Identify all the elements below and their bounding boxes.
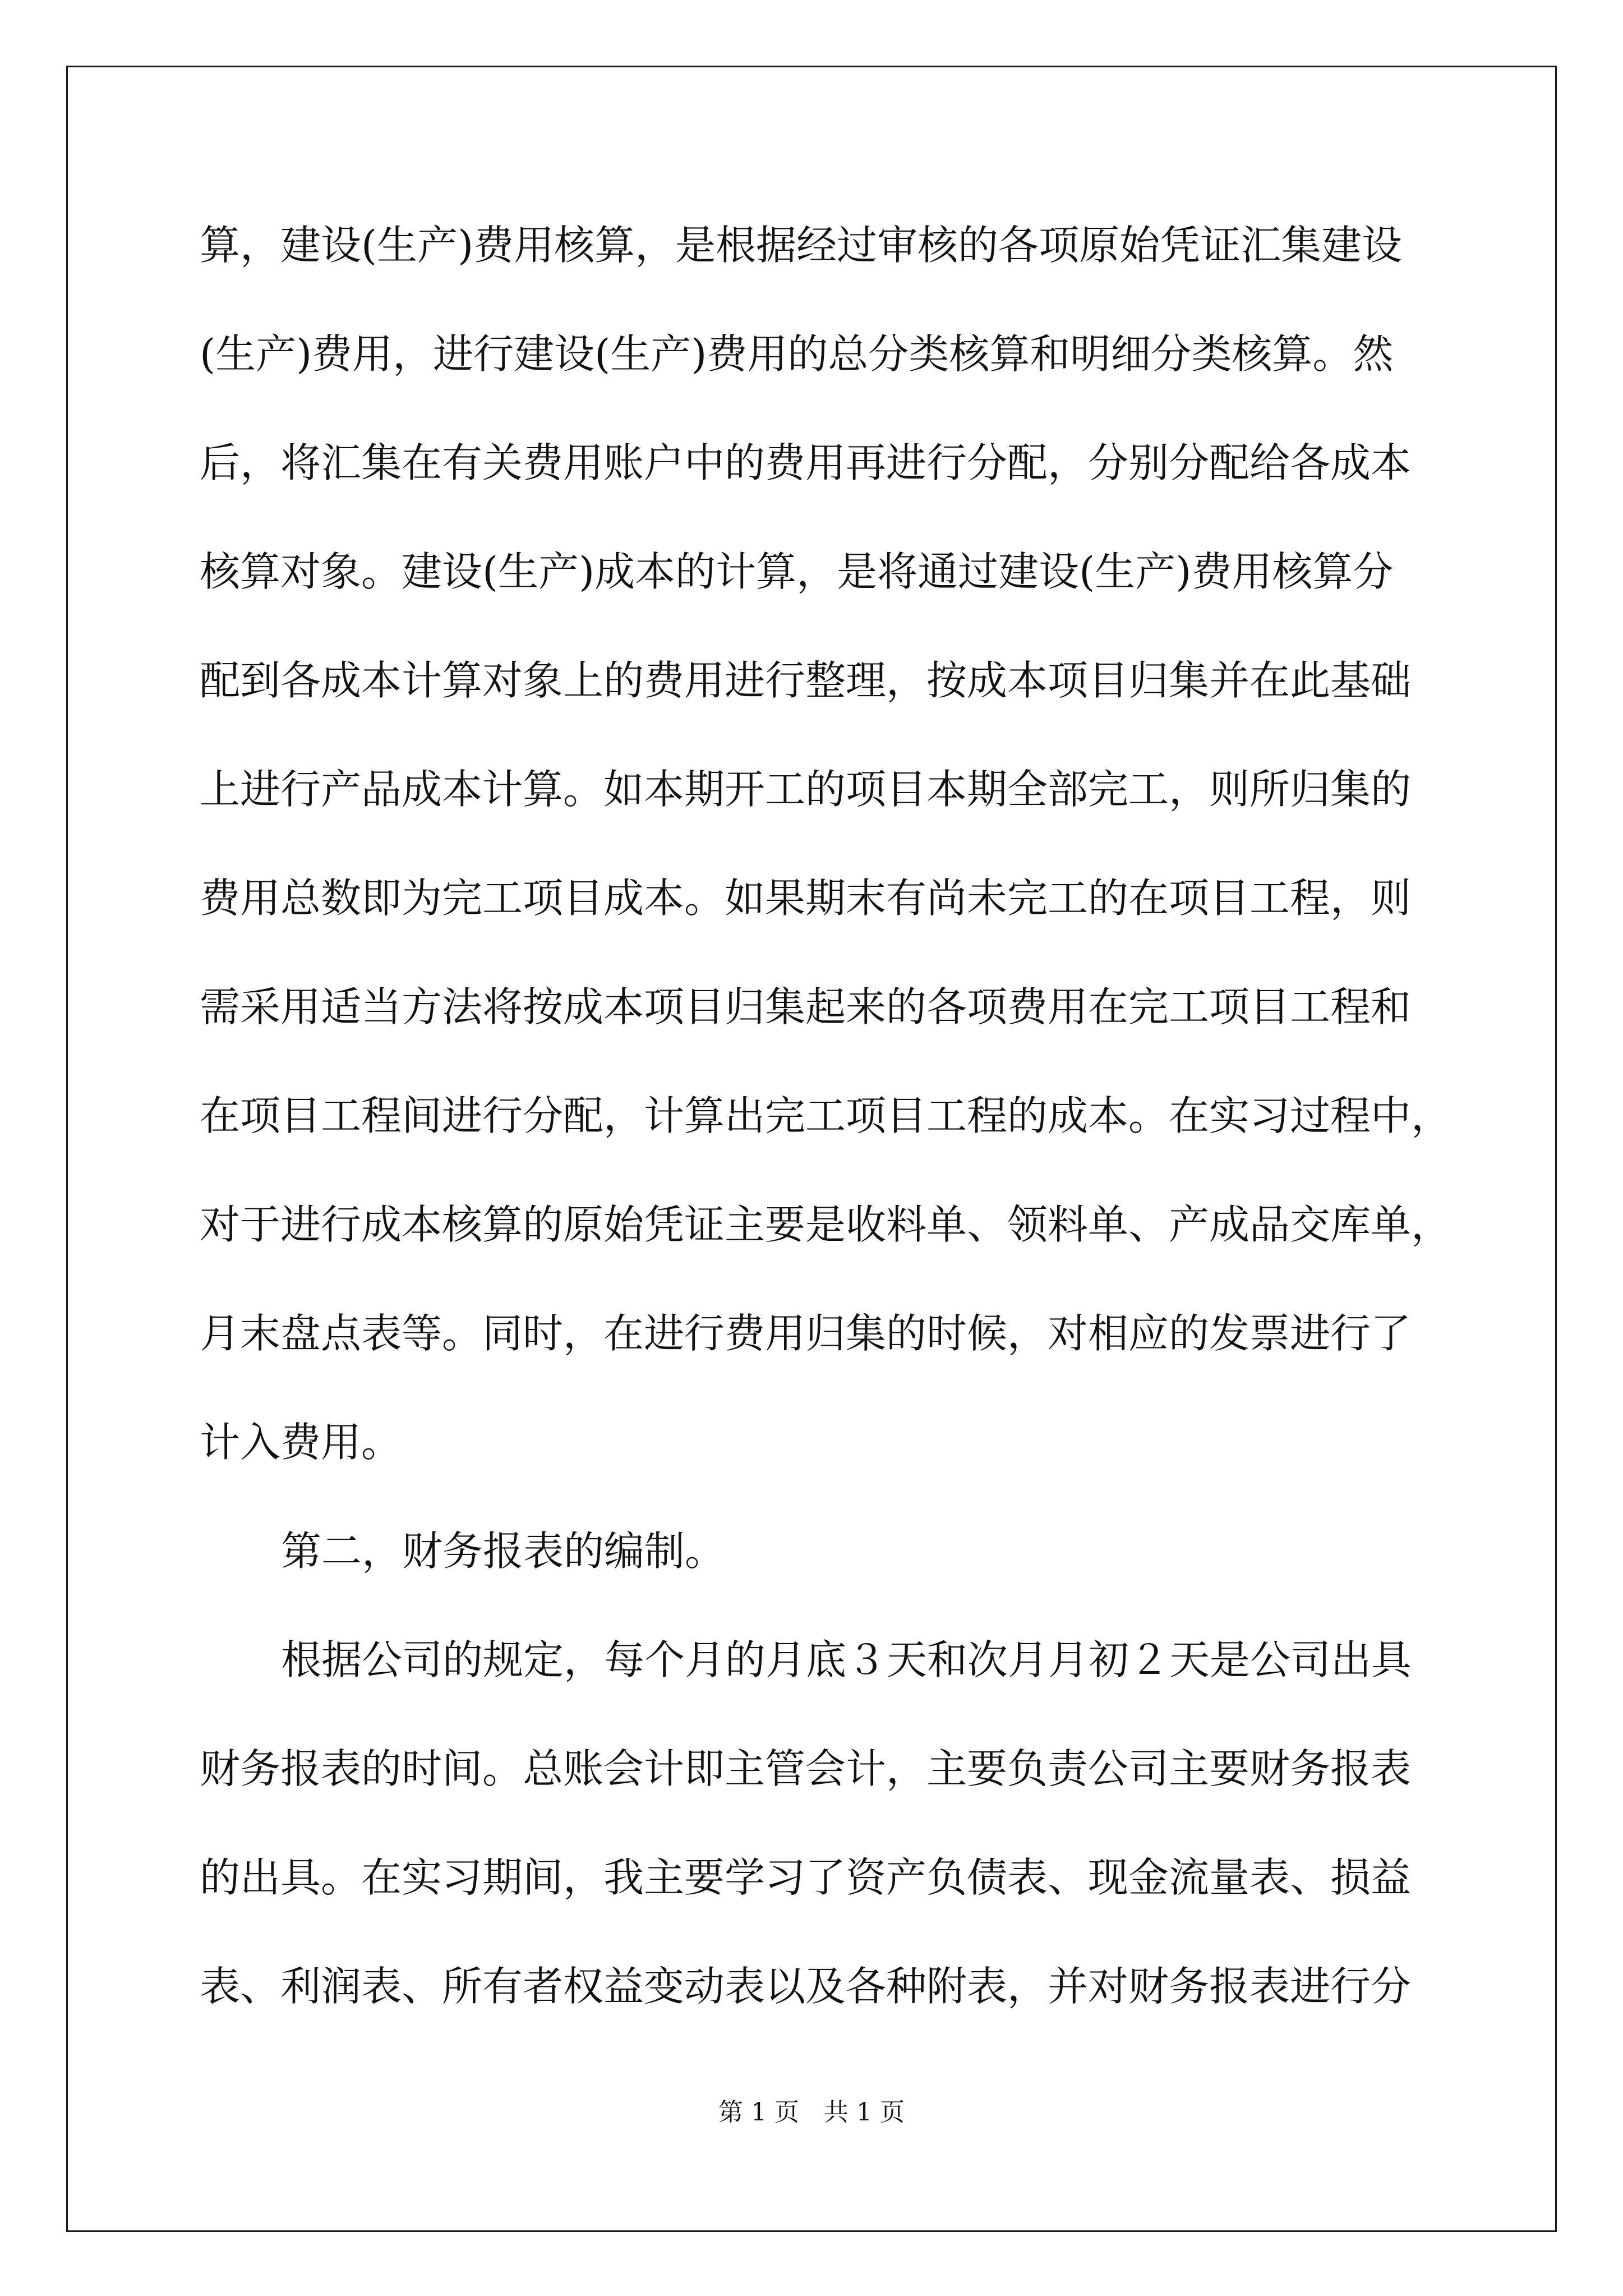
page-border bbox=[66, 66, 1557, 2232]
text-line: 财务报表的时间。总账会计即主管会计，主要负责公司主要财务报表 bbox=[200, 1745, 1412, 1792]
text-line: 表、利润表、所有者权益变动表以及各种附表，并对财务报表进行分 bbox=[200, 1963, 1412, 2010]
text-line: 上进行产品成本计算。如本期开工的项目本期全部完工，则所归集的 bbox=[200, 766, 1412, 813]
text-line: 核算对象。建设(生产)成本的计算，是将通过建设(生产)费用核算分 bbox=[200, 548, 1394, 595]
section-heading: 第二，财务报表的编制。 bbox=[281, 1527, 726, 1575]
paragraph-first-line: 根据公司的规定，每个月的月底３天和次月月初２天是公司出具 bbox=[281, 1636, 1412, 1683]
text-line: (生产)费用，进行建设(生产)费用的总分类核算和明细分类核算。然 bbox=[200, 330, 1394, 378]
text-line: 的出具。在实习期间，我主要学习了资产负债表、现金流量表、损益 bbox=[200, 1854, 1412, 1901]
text-line: 计入费用。 bbox=[200, 1419, 402, 1466]
text-line: 需采用适当方法将按成本项目归集起来的各项费用在完工项目工程和 bbox=[200, 983, 1412, 1030]
text-line: 后，将汇集在有关费用账户中的费用再进行分配，分别分配给各成本 bbox=[200, 439, 1412, 486]
text-line: 配到各成本计算对象上的费用进行整理，按成本项目归集并在此基础 bbox=[200, 657, 1412, 704]
page-footer: 第 1 页 共 1 页 bbox=[718, 2098, 905, 2127]
text-line: 对于进行成本核算的原始凭证主要是收料单、领料单、产成品交库单， bbox=[200, 1201, 1452, 1248]
text-line: 算，建设(生产)费用核算，是根据经过审核的各项原始凭证汇集建设 bbox=[200, 222, 1403, 269]
text-line: 在项目工程间进行分配，计算出完工项目工程的成本。在实习过程中， bbox=[200, 1092, 1452, 1139]
text-line: 月末盘点表等。同时，在进行费用归集的时候，对相应的发票进行了 bbox=[200, 1310, 1412, 1357]
text-line: 费用总数即为完工项目成本。如果期末有尚未完工的在项目工程，则 bbox=[200, 875, 1412, 922]
